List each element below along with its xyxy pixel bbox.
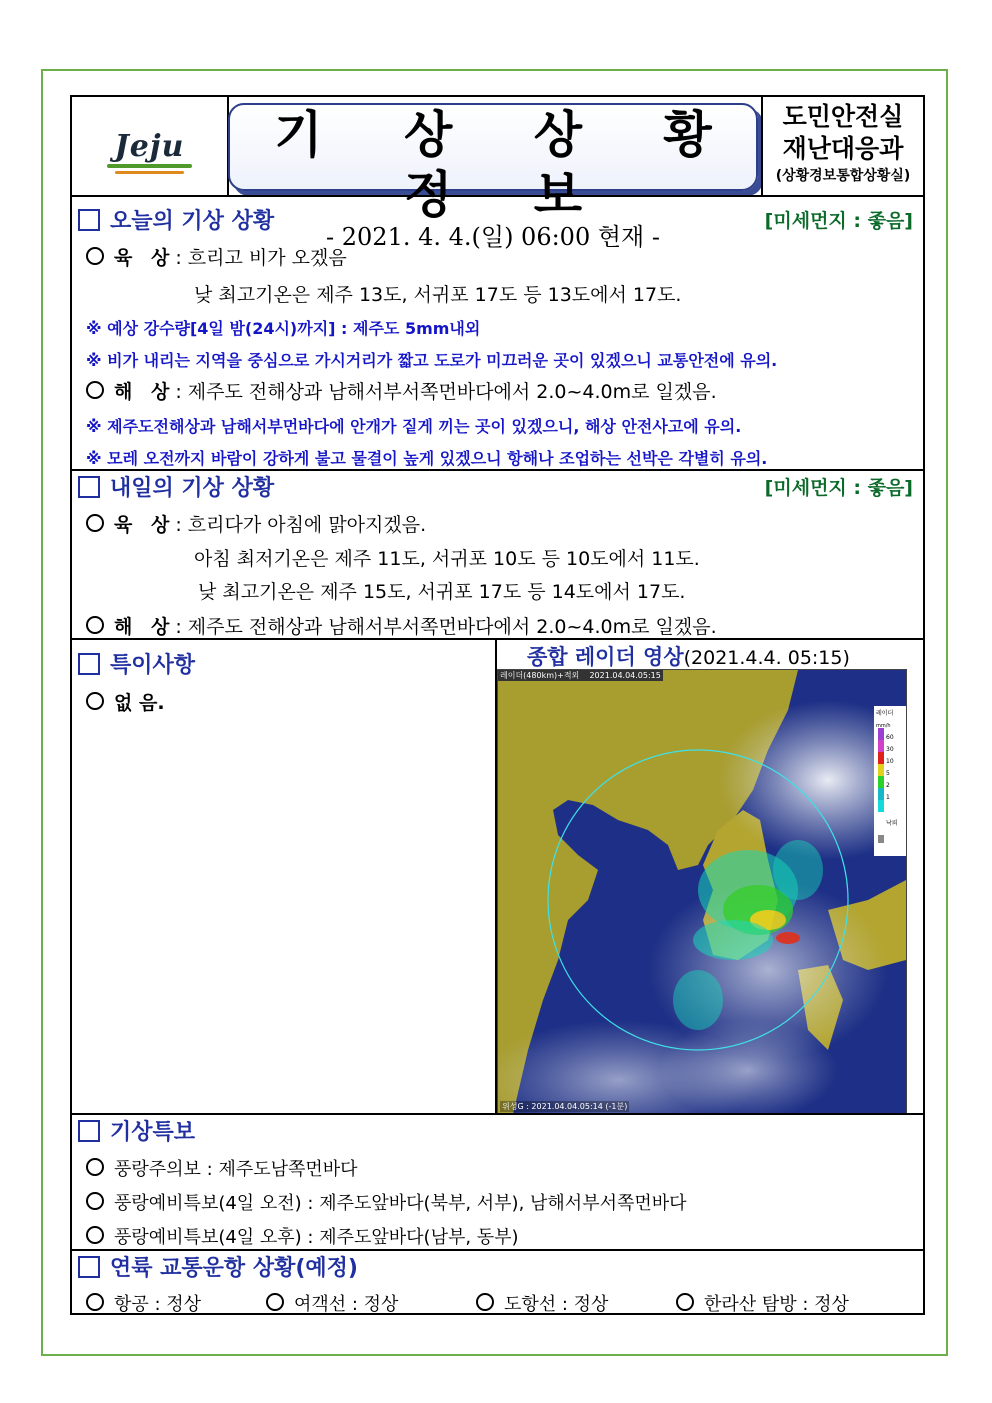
today-sea: 해 상: 제주도 전해상과 남해서부서쪽먼바다에서 2.0~4.0m로 일겠음. (86, 377, 717, 404)
dept-office: (상황경보통합상황실) (775, 168, 911, 184)
checkbox-icon (78, 209, 100, 231)
circle-icon (86, 247, 104, 265)
land-label: 육 상 (114, 247, 176, 269)
warnings-header (78, 1115, 195, 1146)
tomorrow-title: 내일의 기상 상황 (110, 476, 275, 501)
circle-icon (86, 1192, 104, 1210)
tomorrow-sea: 해 상: 제주도 전해상과 남해서부서쪽먼바다에서 2.0~4.0m로 일겠음. (86, 612, 717, 639)
traffic-ferry: 여객선 : 정상 (266, 1290, 398, 1316)
radar-image (497, 669, 907, 1115)
warning-item-2: 풍랑예비특보(4일 오전) : 제주도앞바다(북부, 서부), 남해서부서쪽먼바다 (86, 1189, 687, 1215)
traffic-header (78, 1251, 358, 1282)
circle-icon (86, 1226, 104, 1244)
title-box (228, 103, 758, 251)
traffic-island: 도항선 : 정상 (476, 1290, 608, 1316)
today-note-traffic: ※ 비가 내리는 지역을 중심으로 가시거리가 짧고 도로가 미끄러운 곳이 있겠으니 교통안전에 유의. (86, 351, 778, 370)
today-land: 육 상: 흐리고 비가 오겠음 (86, 243, 347, 270)
special-item: 없 음. (86, 688, 165, 715)
warnings-title: 기상특보 (110, 1120, 196, 1145)
today-dust: [미세먼지 : 좋음] (764, 210, 913, 232)
checkbox-icon (78, 1256, 100, 1278)
radar-date: (2021.4.4. 05:15) (683, 647, 850, 669)
traffic-hallasan: 한라산 탐방 : 정상 (676, 1290, 849, 1316)
sea-label: 해 상 (114, 616, 176, 638)
today-note-rain: ※ 예상 강수량[4일 밤(24시)까지] : 제주도 5mm내외 (86, 319, 481, 338)
circle-icon (476, 1293, 494, 1311)
sea-label: 해 상 (114, 381, 176, 403)
special-title: 특이사항 (110, 653, 196, 678)
radar-image-header: 레이더(480km)+적외 2021.04.04.05:15 (500, 671, 661, 680)
report-date: - 2021. 4. 4.(일) 06:00 현재 - (326, 223, 660, 251)
tomorrow-dust: [미세먼지 : 좋음] (764, 477, 913, 499)
today-land-temp: 낮 최고기온은 제주 13도, 서귀포 17도 등 13도에서 17도. (194, 284, 682, 306)
radar-image-footer: 위성G : 2021.04.04.05:14 (-1분) (502, 1102, 628, 1111)
circle-icon (86, 616, 104, 634)
dept-division: 재난대응과 (782, 134, 904, 163)
circle-icon (86, 1293, 104, 1311)
dept-name: 도민안전실 (782, 102, 904, 131)
radar-map (498, 670, 906, 1114)
today-note-wind: ※ 모레 오전까지 바람이 강하게 불고 물결이 높게 있겠으니 항해나 조업하는 선박은 각별히 유의. (86, 449, 768, 468)
department-box (761, 97, 923, 195)
traffic-title: 연륙 교통운항 상황(예정) (110, 1256, 358, 1281)
tomorrow-land: 육 상: 흐리다가 아침에 맑아지겠음. (86, 510, 426, 537)
jeju-logo (72, 97, 227, 195)
today-title: 오늘의 기상 상황 (110, 209, 275, 234)
checkbox-icon (78, 476, 100, 498)
logo-text: Jeju (114, 128, 185, 164)
radar-title: 종합 레이더 영상(2021.4.4. 05:15) (527, 645, 850, 669)
land-label: 육 상 (114, 514, 176, 536)
tomorrow-land-min: 아침 최저기온은 제주 11도, 서귀포 10도 등 10도에서 11도. (194, 548, 700, 570)
traffic-air: 항공 : 정상 (86, 1290, 201, 1316)
tomorrow-header (78, 471, 917, 502)
circle-icon (86, 514, 104, 532)
tomorrow-land-max: 낮 최고기온은 제주 15도, 서귀포 17도 등 14도에서 17도. (198, 581, 686, 603)
checkbox-icon (78, 1120, 100, 1142)
checkbox-icon (78, 653, 100, 675)
radar-legend-labels: 레이더 mm/h 60 30 10 5 2 1 낙뢰 (876, 710, 898, 827)
today-header (78, 204, 917, 235)
circle-icon (86, 1158, 104, 1176)
circle-icon (266, 1293, 284, 1311)
warning-item-1: 풍랑주의보 : 제주도남쪽먼바다 (86, 1155, 358, 1181)
circle-icon (86, 692, 104, 710)
document (70, 95, 925, 1315)
today-note-fog: ※ 제주도전해상과 남해서부먼바다에 안개가 짙게 끼는 곳이 있겠으니, 해상 안전사고에 유의. (86, 417, 742, 436)
circle-icon (86, 381, 104, 399)
page-title: 기 상 상 황 정 보 (274, 106, 744, 224)
special-header (78, 648, 195, 679)
circle-icon (676, 1293, 694, 1311)
warning-item-3: 풍랑예비특보(4일 오후) : 제주도앞바다(남부, 동부) (86, 1223, 519, 1249)
